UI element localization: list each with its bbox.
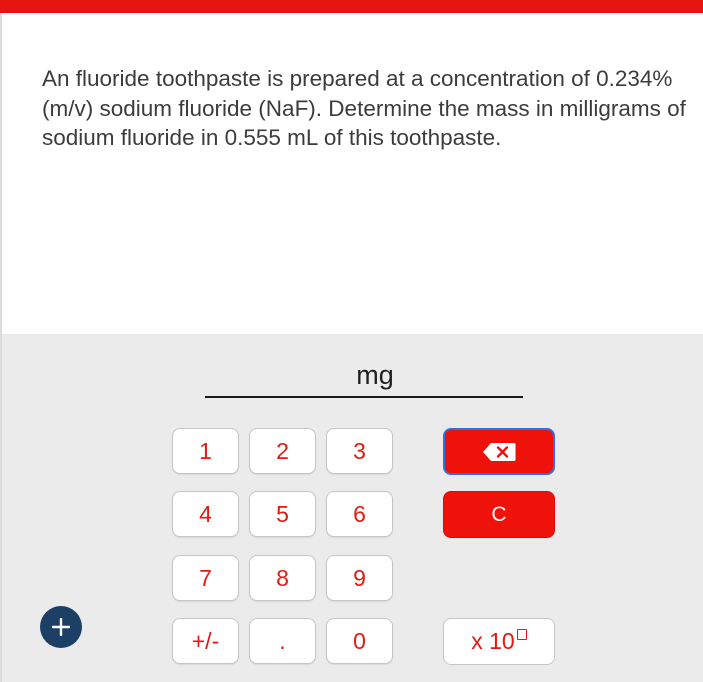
key-2[interactable]: 2 [249,428,316,474]
key-9[interactable]: 9 [326,555,393,601]
key-7[interactable]: 7 [172,555,239,601]
clear-button[interactable]: C [443,491,555,538]
scientific-notation-button[interactable] [443,618,555,665]
top-accent-bar [0,0,703,13]
backspace-icon [482,442,516,462]
key-0[interactable]: 0 [326,618,393,664]
key-3[interactable]: 3 [326,428,393,474]
add-button[interactable] [40,606,82,648]
question-text: An fluoride toothpaste is prepared at a concentration of 0.234% (m/v) sodium fluoride (NaF). Determine the mass in milligrams of sodium fluoride in 0.555 mL of this toothpaste. [42,66,686,150]
key-5[interactable]: 5 [249,491,316,537]
backspace-button[interactable] [443,428,555,475]
answer-input-line[interactable] [205,396,523,398]
plus-icon [52,618,70,636]
key-plus-minus[interactable]: +/- [172,618,239,664]
answer-unit-label: mg [356,360,394,390]
key-decimal[interactable]: . [249,618,316,664]
exponent-box-icon [517,629,527,640]
key-6[interactable]: 6 [326,491,393,537]
scientific-notation-label: x 10 [471,628,515,654]
key-4[interactable]: 4 [172,491,239,537]
key-1[interactable]: 1 [172,428,239,474]
key-8[interactable]: 8 [249,555,316,601]
